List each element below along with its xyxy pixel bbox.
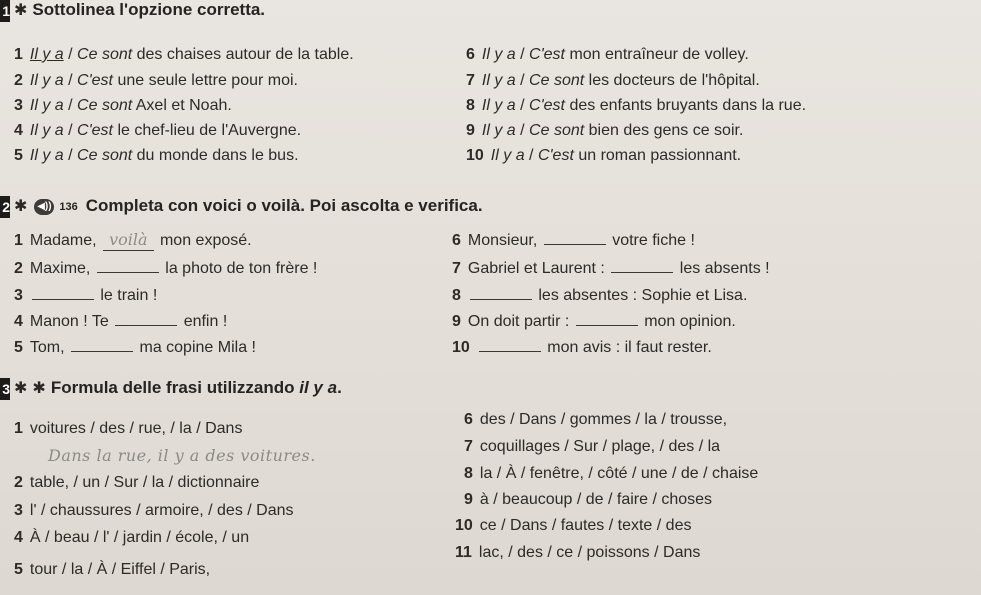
option-cest[interactable]: C'est (77, 72, 113, 89)
list-item: 8 les absentes : Sophie et Lisa. (452, 287, 748, 304)
list-item: 4 Manon ! Te enfin ! (14, 313, 228, 330)
option-cest[interactable]: Ce sont (77, 147, 133, 164)
option-il-y-a[interactable]: Il y a (481, 46, 516, 63)
list-item: 3 le train ! (14, 287, 158, 304)
list-item: 9 Il y a / Ce sont bien des gens ce soir. (466, 122, 744, 139)
answer-field[interactable] (115, 311, 177, 326)
list-item: 10 mon avis : il faut rester. (452, 339, 712, 356)
list-item: 1 voitures / des / rue, / la / Dans (14, 420, 243, 437)
option-il-y-a[interactable]: Il y a (29, 122, 64, 139)
star-icon: ✱ (14, 198, 28, 215)
list-item: 2 table, / un / Sur / la / dictionnaire (14, 474, 260, 491)
answer-field[interactable] (71, 337, 133, 352)
exercise-number: 2 (0, 196, 10, 218)
answer-field[interactable] (32, 285, 94, 300)
list-item: 1 Il y a / Ce sont des chaises autour de la table. (14, 46, 354, 63)
option-cest[interactable]: Ce sont (529, 72, 585, 89)
list-item: 7 Il y a / Ce sont les docteurs de l'hôpital. (466, 72, 760, 89)
list-item: 6 Il y a / C'est mon entraîneur de volley. (466, 46, 749, 63)
track-number: 136 (59, 200, 78, 213)
exercise-number: 3 (0, 378, 10, 400)
list-item: 2 Il y a / C'est une seule lettre pour moi. (14, 72, 298, 89)
list-item: 3 Il y a / Ce sont Axel et Noah. (14, 97, 232, 114)
answer-field[interactable] (470, 285, 532, 300)
list-item: 9 On doit partir : mon opinion. (452, 313, 736, 330)
option-il-y-a[interactable]: Il y a (481, 97, 516, 114)
list-item: 8 Il y a / C'est des enfants bruyants dans la rue. (466, 97, 807, 114)
option-cest[interactable]: C'est (77, 122, 113, 139)
exercise-title: ✱ ◀)) 136 Completa con voici o voilà. Poi ascolta e verifica. (14, 196, 483, 215)
list-item: 4 Il y a / C'est le chef-lieu de l'Auvergne. (14, 122, 302, 139)
list-item: 11 lac, / des / ce / poissons / Dans (455, 544, 701, 561)
star-icon: ✱ (14, 380, 28, 397)
answer-field[interactable] (479, 337, 541, 352)
exercise-title: ✱ ✱ Formula delle frasi utilizzando il y a. (14, 378, 342, 397)
option-il-y-a[interactable]: Il y a (481, 122, 516, 139)
list-item: 6 des / Dans / gommes / la / trousse, (464, 411, 728, 428)
option-cest[interactable]: Ce sont (529, 122, 585, 139)
list-item: 5 Il y a / Ce sont du monde dans le bus. (14, 147, 299, 164)
list-item: 10 Il y a / C'est un roman passionnant. (466, 147, 742, 164)
answer-field[interactable] (97, 258, 159, 273)
option-cest[interactable]: C'est (529, 97, 565, 114)
option-il-y-a[interactable]: Il y a (29, 46, 64, 63)
list-item: 3 l' / chaussures / armoire, / des / Dans (14, 502, 294, 519)
option-cest[interactable]: Ce sont (77, 97, 133, 114)
option-il-y-a[interactable]: Il y a (481, 72, 516, 89)
audio-icon[interactable]: ◀)) (34, 199, 54, 215)
list-item: 5 Tom, ma copine Mila ! (14, 339, 256, 356)
option-il-y-a[interactable]: Il y a (490, 147, 525, 164)
option-cest[interactable]: C'est (529, 46, 565, 63)
list-item: 7 Gabriel et Laurent : les absents ! (452, 260, 770, 277)
option-cest[interactable]: C'est (537, 147, 574, 164)
list-item: 1 Madame, voilà mon exposé. (14, 230, 252, 249)
list-item: 8 la / À / fenêtre, / côté / une / de / chaise (464, 465, 759, 482)
list-item: 2 Maxime, la photo de ton frère ! (14, 260, 318, 277)
option-il-y-a[interactable]: Il y a (29, 72, 64, 89)
list-item: 4 À / beau / l' / jardin / école, / un (14, 529, 250, 546)
answer-field[interactable] (576, 311, 638, 326)
answer-field[interactable] (611, 258, 673, 273)
example-answer: Dans la rue, il y a des voitures. (48, 446, 316, 465)
list-item: 9 à / beaucoup / de / faire / choses (464, 491, 713, 508)
list-item: 7 coquillages / Sur / plage, / des / la (464, 438, 721, 455)
list-item: 6 Monsieur, votre fiche ! (452, 232, 695, 249)
star-icon: ✱ (14, 2, 28, 19)
list-item: 10 ce / Dans / fautes / texte / des (455, 517, 692, 534)
list-item: 5 tour / la / À / Eiffel / Paris, (14, 561, 211, 578)
option-cest[interactable]: Ce sont (77, 46, 133, 63)
exercise-number: 1 (0, 0, 10, 22)
answer-field[interactable]: voilà (103, 230, 153, 251)
option-il-y-a[interactable]: Il y a (29, 147, 64, 164)
answer-field[interactable] (544, 230, 606, 245)
star-icon: ✱ (32, 380, 46, 397)
exercise-title: ✱ Sottolinea l'opzione corretta. (14, 0, 266, 19)
option-il-y-a[interactable]: Il y a (29, 97, 64, 114)
